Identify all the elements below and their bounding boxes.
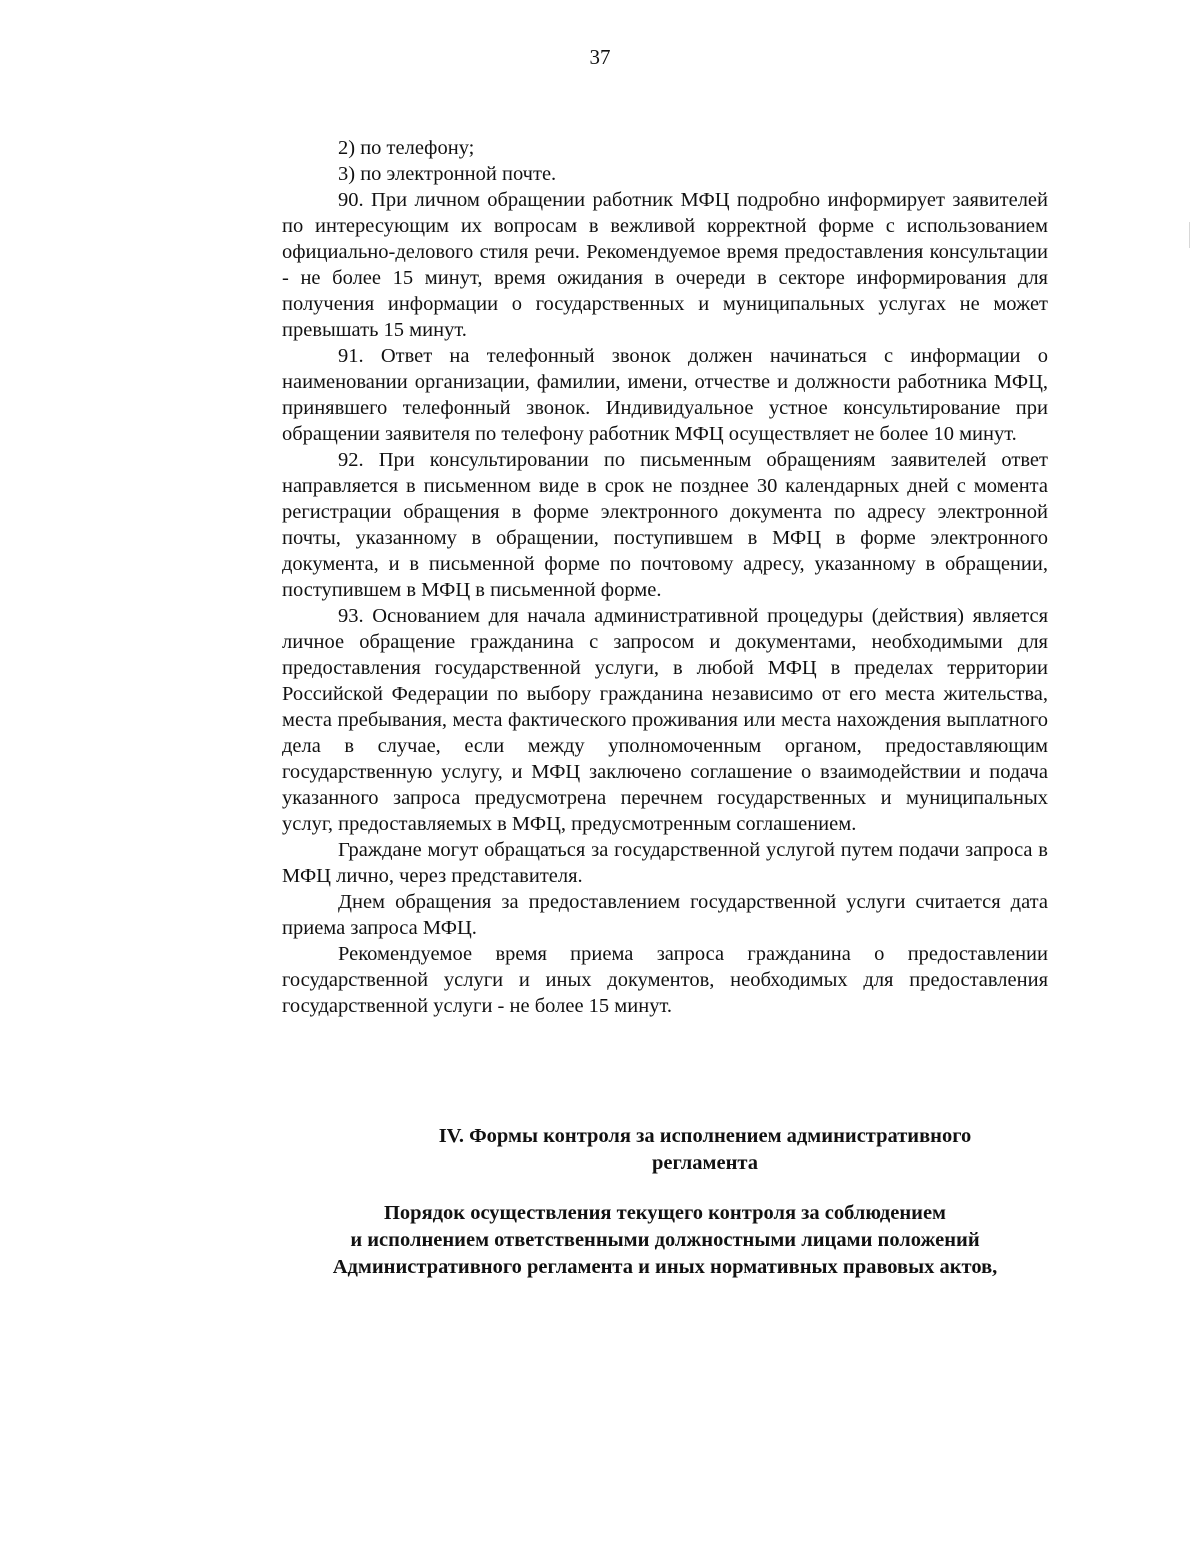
paragraph-92: 92. При консультировании по письменным обращениям заявителей ответ направляется в письменном виде в срок не позднее 30 календарных дней с момента регистрации обращения в форме электронного документа по адресу электронной почты, указанному в обращении, поступившем в МФЦ в форме электронного документа, и в письменной форме по почтовому адресу, указанному в обращении, поступившем в МФЦ в письменной форме. [282,449,1048,601]
paragraph-citizens-apply: Граждане могут обращаться за государственной услугой путем подачи запроса в МФЦ лично, через представителя. [282,839,1048,887]
paragraph-item-3: 3) по электронной почте. [338,163,557,185]
paragraph-item-2: 2) по телефону; [338,137,475,159]
subsection-heading-line-2: и исполнением ответственными должностными лицами положений [350,1229,980,1251]
subsection-heading-line-3: Административного регламента и иных нормативных правовых актов, [332,1256,998,1278]
paragraph-recommended-time: Рекомендуемое время приема запроса гражданина о предоставлении государственной услуги и иных документов, необходимых для предоставления государственной услуги - не более 15 минут. [282,943,1048,1017]
section-heading-line-2: регламента [652,1152,758,1174]
paragraph-application-date: Днем обращения за предоставлением государственной услуги считается дата приема запроса МФЦ. [282,891,1048,939]
subsection-heading [282,1200,1048,1281]
body-text [282,135,1048,1019]
paragraph-91: 91. Ответ на телефонный звонок должен начинаться с информации о наименовании организации, фамилии, имени, отчестве и должности работника МФЦ, принявшего телефонный звонок. Индивидуальное устное консультирование при обращении заявителя по телефону работник МФЦ осуществляет не более 10 минут. [282,345,1048,445]
section-heading [282,1123,1048,1177]
subsection-heading-line-1: Порядок осуществления текущего контроля за соблюдением [383,1202,947,1224]
scan-edge-mark [1189,222,1190,248]
paragraph-93: 93. Основанием для начала административной процедуры (действия) является личное обращение гражданина с запросом и документами, необходимыми для предоставления государственной услуги, в любой МФЦ в пределах территории Российской Федерации по выбору гражданина независимо от его места жительства, места пребывания, места фактического проживания или места нахождения выплатного дела в случае, если между уполномоченным органом, предоставляющим государственную услугу, и МФЦ заключено соглашение о взаимодействии и подача указанного запроса предусмотрена перечнем государственных и муниципальных услуг, предоставляемых в МФЦ, предусмотренным соглашением. [282,605,1048,835]
section-heading-line-1: IV. Формы контроля за исполнением административного [438,1125,972,1147]
paragraph-90: 90. При личном обращении работник МФЦ подробно информирует заявителей по интересующим их вопросам в вежливой корректной форме с использованием официально-делового стиля речи. Рекомендуемое время предоставления консультации - не более 15 минут, время ожидания в очереди в секторе информирования для получения информации о государственных и муниципальных услугах не может превышать 15 минут. [282,189,1048,341]
page-number: 37 [589,45,611,69]
